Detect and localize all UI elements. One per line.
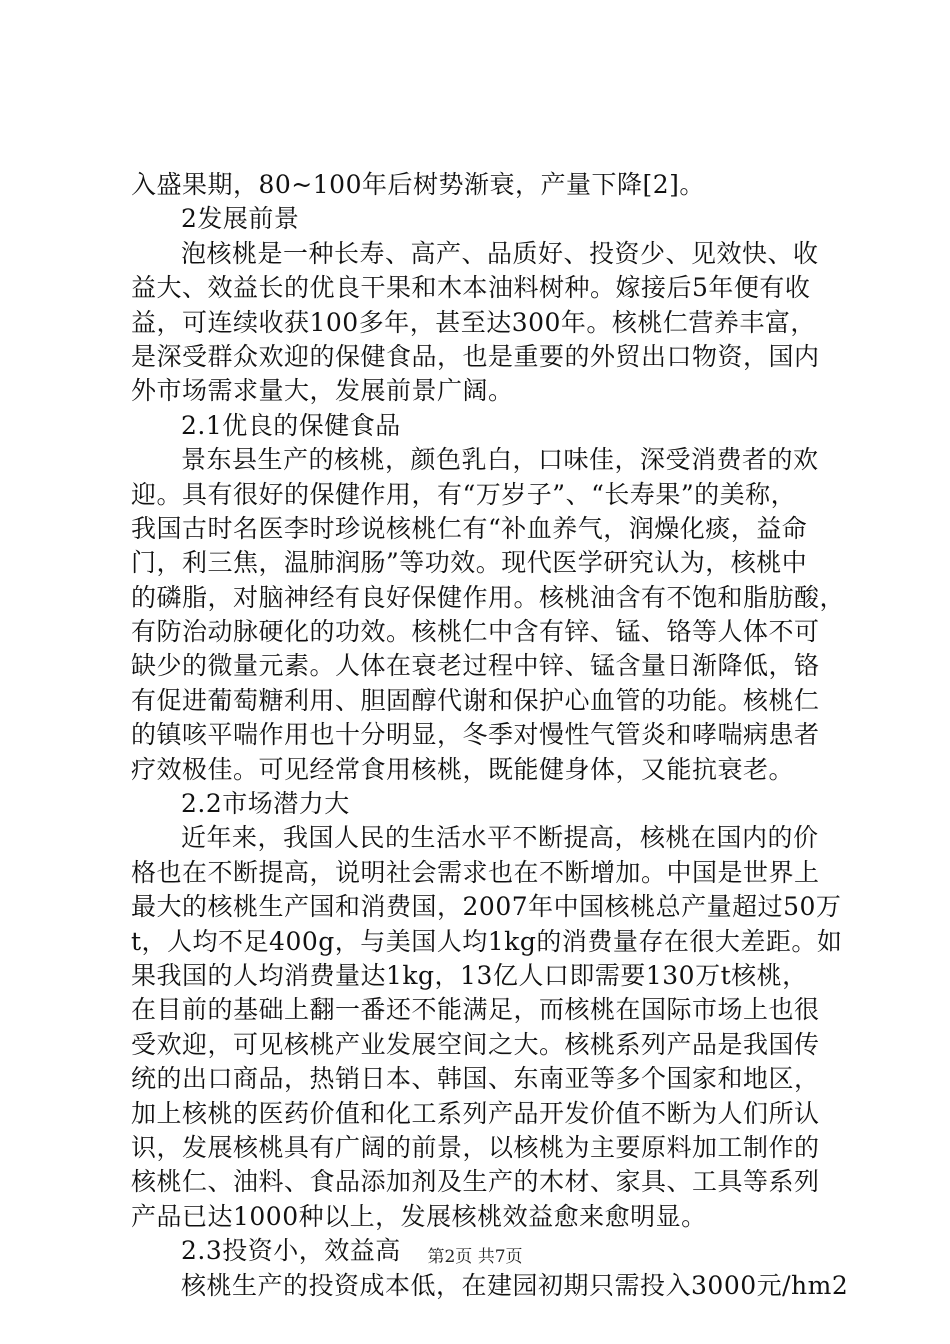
paragraph-line-indented: 2发展前景 xyxy=(181,204,300,234)
paragraph-line: 在目前的基础上翻一番还不能满足，而核桃在国际市场上也很 xyxy=(131,995,820,1025)
page-footer: 第2页 共7页 xyxy=(427,1247,523,1267)
paragraph-line-indented: 2.2市场潜力大 xyxy=(181,789,350,819)
paragraph-line: 有防治动脉硬化的功效。核桃仁中含有锌、锰、铬等人体不可 xyxy=(131,617,820,647)
paragraph-line: 门，利三焦，温肺润肠”等功效。现代医学研究认为，核桃中 xyxy=(131,548,808,578)
paragraph-line: 益，可连续收获100多年，甚至达300年。核桃仁营养丰富， xyxy=(131,307,816,337)
paragraph-line: 疗效极佳。可见经常食用核桃，既能健身体，又能抗衰老。 xyxy=(131,754,795,784)
paragraph-line: 的磷脂，对脑神经有良好保健作用。核桃油含有不饱和脂肪酸， xyxy=(131,582,846,612)
paragraph-line: 益大、效益长的优良干果和木本油料树种。嫁接后5年便有收 xyxy=(131,273,811,303)
paragraph-line: 缺少的微量元素。人体在衰老过程中锌、锰含量日渐降低，铬 xyxy=(131,651,820,681)
paragraph-line: 加上核桃的医药价值和化工系列产品开发价值不断为人们所认 xyxy=(131,1098,820,1128)
paragraph-line: t，人均不足400g，与美国人均1kg的消费量存在很大差距。如 xyxy=(131,926,843,956)
paragraph-line: 果我国的人均消费量达1kg，13亿人口即需要130万t核桃， xyxy=(131,960,808,990)
paragraph-line-indented: 2.1优良的保健食品 xyxy=(181,410,401,440)
paragraph-line-indented: 景东县生产的核桃，颜色乳白，口味佳，深受消费者的欢 xyxy=(181,445,819,475)
paragraph-line-indented: 近年来，我国人民的生活水平不断提高，核桃在国内的价 xyxy=(181,823,819,853)
paragraph-line: 有促进葡萄糖利用、胆固醇代谢和保护心血管的功能。核桃仁 xyxy=(131,685,820,715)
paragraph-line-indented: 泡核桃是一种长寿、高产、品质好、投资少、见效快、收 xyxy=(181,238,819,268)
paragraph-line: 产品已达1000种以上，发展核桃效益愈来愈明显。 xyxy=(131,1201,707,1231)
document-body xyxy=(131,168,849,1303)
paragraph-line: 我国古时名医李时珍说核桃仁有“补血养气，润燥化痰，益命 xyxy=(131,513,808,543)
paragraph-line-indented: 核桃生产的投资成本低，在建园初期只需投入3000元/hm2 xyxy=(181,1270,849,1300)
paragraph-line: 是深受群众欢迎的保健食品，也是重要的外贸出口物资，国内 xyxy=(131,341,820,371)
paragraph-line: 迎。具有很好的保健作用，有“万岁子”、“长寿果”的美称， xyxy=(131,479,797,509)
paragraph-line: 核桃仁、油料、食品添加剂及生产的木材、家具、工具等系列 xyxy=(131,1167,820,1197)
paragraph-line: 识，发展核桃具有广阔的前景，以核桃为主要原料加工制作的 xyxy=(131,1132,820,1162)
paragraph-line: 统的出口商品，热销日本、韩国、东南亚等多个国家和地区， xyxy=(131,1064,820,1094)
paragraph-line: 格也在不断提高，说明社会需求也在不断增加。中国是世界上 xyxy=(131,857,820,887)
paragraph-line: 外市场需求量大，发展前景广阔。 xyxy=(131,376,514,406)
paragraph-line-indented: 2.3投资小，效益高 xyxy=(181,1236,401,1266)
paragraph-line: 入盛果期，80~100年后树势渐衰，产量下降[2]。 xyxy=(131,170,705,199)
paragraph-line: 受欢迎，可见核桃产业发展空间之大。核桃系列产品是我国传 xyxy=(131,1029,820,1059)
paragraph-line: 最大的核桃生产国和消费国，2007年中国核桃总产量超过50万 xyxy=(131,892,842,922)
paragraph-line: 的镇咳平喘作用也十分明显，冬季对慢性气管炎和哮喘病患者 xyxy=(131,720,820,750)
